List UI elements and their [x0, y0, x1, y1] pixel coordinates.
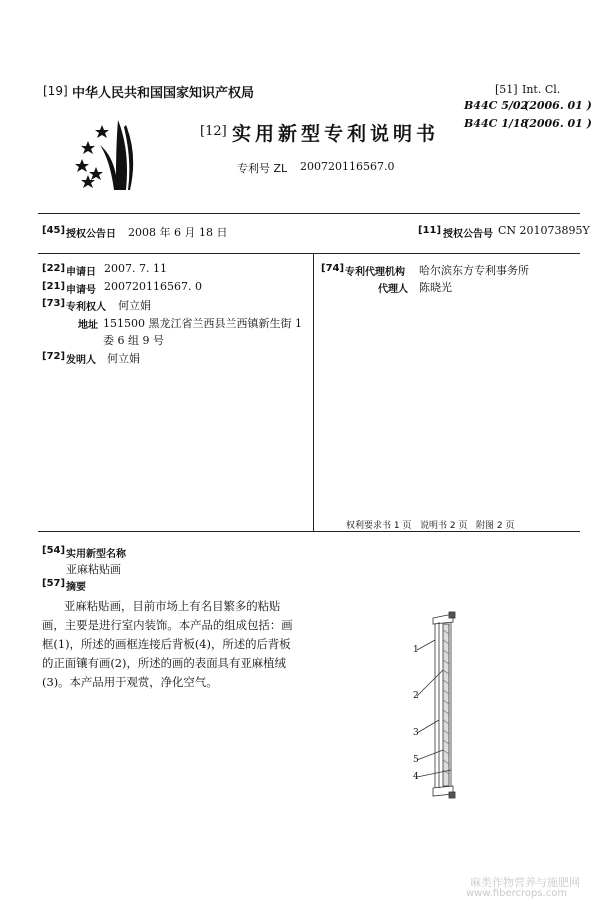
office-tag: [19]	[43, 84, 68, 98]
int-cl-tag: [51]	[495, 83, 518, 96]
inventor-value: 何立娟	[107, 352, 140, 365]
filing-date-value: 2007. 7. 11	[104, 262, 167, 275]
figure-label-1: 1	[413, 645, 419, 655]
figure-label-5: 5	[413, 755, 419, 765]
patent-number-label: 专利号 ZL	[237, 162, 288, 175]
office-name: 中华人民共和国国家知识产权局	[72, 86, 255, 101]
title-label: 实用新型名称	[66, 549, 126, 560]
announce-number-tag: [11]	[418, 225, 442, 236]
abstract-line: 亚麻粘贴画，目前市场上有名目繁多的粘贴	[64, 599, 281, 613]
announce-date-tag: [45]	[42, 225, 66, 236]
address-line-1: 151500 黑龙江省兰西县兰西镇新生街 1	[103, 317, 302, 330]
owner-label: 专利权人	[66, 302, 106, 313]
watermark-url: www.fibercrops.com	[466, 888, 568, 899]
doc-type-title: 实用新型专利说明书	[232, 123, 440, 145]
filing-date-label: 申请日	[66, 267, 96, 278]
header-divider	[38, 213, 580, 214]
abstract-line: 的正面镶有画(2)，所述的画的表面具有亚麻植绒	[42, 656, 286, 670]
int-cl-label: Int. Cl.	[522, 83, 561, 96]
figure-label-2: 2	[413, 691, 419, 701]
int-cl-1-version: (2006. 01 )	[524, 99, 592, 112]
patent-figure	[405, 600, 525, 810]
agency-value: 哈尔滨东方专利事务所	[419, 264, 529, 277]
announce-number-value: CN 201073895Y	[498, 224, 590, 237]
address-label: 地址	[78, 320, 98, 331]
agency-label: 专利代理机构	[345, 267, 405, 278]
abstract-line: 框(1)，所述的画框连接后背板(4)，所述的后背板	[42, 637, 291, 651]
abstract-line: 画，主要是进行室内装饰。本产品的组成包括：画	[42, 618, 293, 632]
announce-date-value: 2008 年 6 月 18 日	[128, 226, 228, 239]
sipo-emblem-icon	[70, 115, 150, 195]
biblio-divider	[38, 531, 580, 532]
owner-tag: [73]	[42, 298, 66, 309]
app-number-label: 申请号	[66, 285, 96, 296]
filing-date-tag: [22]	[42, 263, 66, 274]
app-number-value: 200720116567. 0	[104, 280, 202, 293]
announce-date-label: 授权公告日	[66, 229, 116, 240]
int-cl-1-code: B44C 5/02	[464, 99, 529, 112]
figure-label-4: 4	[413, 772, 419, 782]
patent-number: 200720116567.0	[300, 160, 395, 173]
dates-divider	[38, 253, 580, 254]
agency-tag: [74]	[321, 263, 345, 274]
utility-model-title: 亚麻粘贴画	[66, 563, 121, 576]
owner-value: 何立娟	[118, 299, 151, 312]
app-number-tag: [21]	[42, 281, 66, 292]
watermark-title: 麻类作物营养与施肥网	[470, 876, 580, 889]
abstract-tag: [57]	[42, 578, 66, 589]
int-cl-2-code: B44C 1/18	[464, 117, 529, 130]
announce-number-label: 授权公告号	[443, 229, 493, 240]
agent-label: 代理人	[378, 284, 408, 295]
title-tag: [54]	[42, 545, 66, 556]
address-line-2: 委 6 组 9 号	[103, 334, 164, 347]
figure-label-3: 3	[413, 728, 419, 738]
pages-summary: 权利要求书 1 页 说明书 2 页 附图 2 页	[346, 521, 515, 531]
int-cl-2-version: (2006. 01 )	[524, 117, 592, 130]
inventor-label: 发明人	[66, 355, 96, 366]
abstract-label: 摘要	[66, 582, 86, 593]
abstract-line: (3)。本产品用于观赏，净化空气。	[42, 675, 218, 689]
biblio-column-divider	[313, 254, 314, 531]
doc-type-tag: [12]	[200, 124, 227, 139]
abstract-body	[42, 597, 317, 692]
inventor-tag: [72]	[42, 351, 66, 362]
agent-value: 陈晓光	[419, 281, 452, 294]
